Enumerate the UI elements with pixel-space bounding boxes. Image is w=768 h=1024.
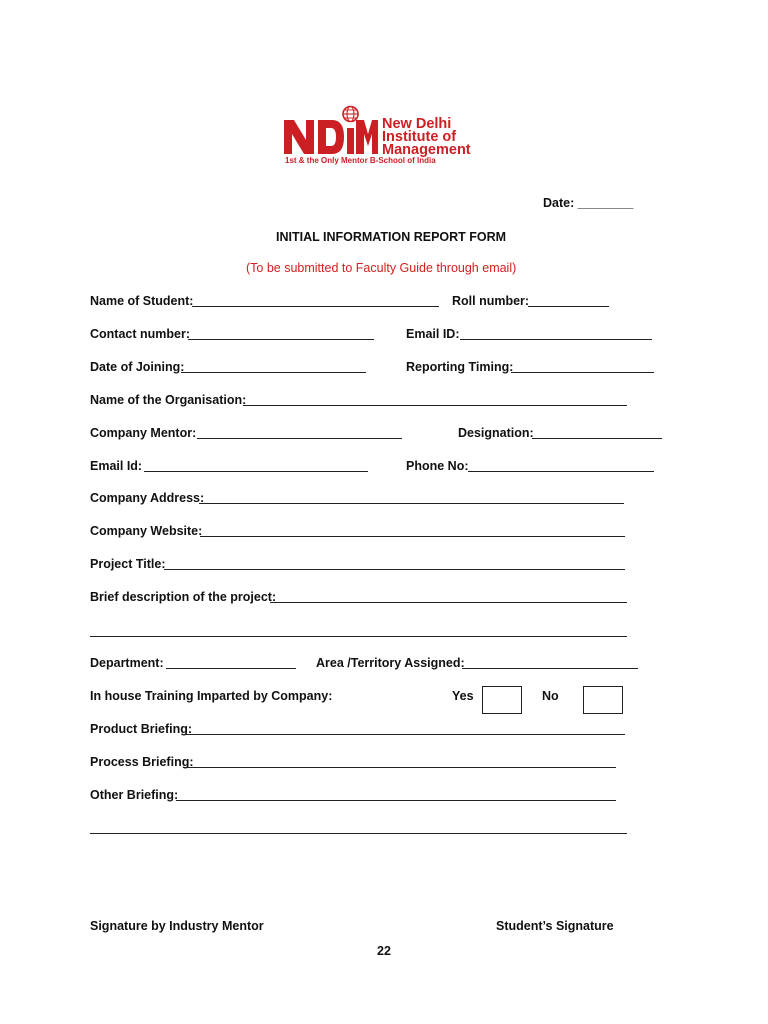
- training-yes-label: Yes: [452, 689, 474, 703]
- roll-number-line[interactable]: [528, 306, 609, 307]
- phone-no-label: Phone No:: [406, 459, 469, 473]
- process-briefing-label: Process Briefing:: [90, 755, 194, 769]
- department-line[interactable]: [166, 668, 296, 669]
- mentor-email-line[interactable]: [144, 471, 368, 472]
- project-title-label: Project Title:: [90, 557, 166, 571]
- logo-name-line1: New Delhi: [382, 116, 452, 132]
- logo-name-line2: Institute of: [382, 129, 457, 145]
- ndim-logo-icon: [282, 104, 378, 158]
- department-label: Department:: [90, 656, 164, 670]
- project-title-line[interactable]: [164, 569, 625, 570]
- company-address-label: Company Address:: [90, 491, 205, 505]
- reporting-timing-line[interactable]: [511, 372, 654, 373]
- phone-no-line[interactable]: [468, 471, 654, 472]
- product-briefing-line[interactable]: [185, 734, 625, 735]
- designation-line[interactable]: [532, 438, 662, 439]
- logo-name: [382, 118, 471, 157]
- process-briefing-line[interactable]: [183, 767, 616, 768]
- company-website-label: Company Website:: [90, 524, 203, 538]
- training-no-checkbox[interactable]: [583, 686, 623, 714]
- mentor-email-label: Email Id:: [90, 459, 143, 473]
- form-subtitle: (To be submitted to Faculty Guide through email): [246, 261, 517, 275]
- organisation-line[interactable]: [243, 405, 627, 406]
- company-mentor-label: Company Mentor:: [90, 426, 197, 440]
- reporting-timing-label: Reporting Timing:: [406, 360, 514, 374]
- company-mentor-line[interactable]: [197, 438, 402, 439]
- product-briefing-label: Product Briefing:: [90, 722, 193, 736]
- organisation-label: Name of the Organisation:: [90, 393, 247, 407]
- email-id-label: Email ID:: [406, 327, 460, 341]
- other-briefing-line-2[interactable]: [90, 833, 627, 834]
- student-name-label: Name of Student:: [90, 294, 194, 308]
- email-id-line[interactable]: [460, 339, 652, 340]
- date-field: Date: ________: [543, 196, 634, 210]
- student-name-line[interactable]: [192, 306, 439, 307]
- student-signature-label: Student’s Signature: [496, 919, 614, 933]
- training-label: In house Training Imparted by Company:: [90, 689, 333, 703]
- institute-logo: [218, 98, 548, 176]
- other-briefing-label: Other Briefing:: [90, 788, 179, 802]
- form-title: INITIAL INFORMATION REPORT FORM: [276, 230, 507, 244]
- contact-number-line[interactable]: [188, 339, 374, 340]
- company-website-line[interactable]: [200, 536, 625, 537]
- industry-mentor-signature-label: Signature by Industry Mentor: [90, 919, 264, 933]
- training-no-label: No: [542, 689, 559, 703]
- date-of-joining-label: Date of Joining:: [90, 360, 185, 374]
- company-address-line[interactable]: [199, 503, 624, 504]
- logo-name-line3: Management: [382, 142, 471, 158]
- designation-label: Designation:: [458, 426, 534, 440]
- project-description-line[interactable]: [270, 602, 627, 603]
- date-of-joining-line[interactable]: [181, 372, 366, 373]
- territory-line[interactable]: [462, 668, 638, 669]
- project-description-label: Brief description of the project:: [90, 590, 277, 604]
- logo-tagline: 1st & the Only Mentor B-School of India: [285, 156, 436, 165]
- other-briefing-line[interactable]: [176, 800, 616, 801]
- territory-label: Area /Territory Assigned:: [316, 656, 465, 670]
- contact-number-label: Contact number:: [90, 327, 190, 341]
- roll-number-label: Roll number:: [452, 294, 530, 308]
- training-yes-checkbox[interactable]: [482, 686, 522, 714]
- page-number: 22: [377, 944, 391, 958]
- project-description-line-2[interactable]: [90, 636, 627, 637]
